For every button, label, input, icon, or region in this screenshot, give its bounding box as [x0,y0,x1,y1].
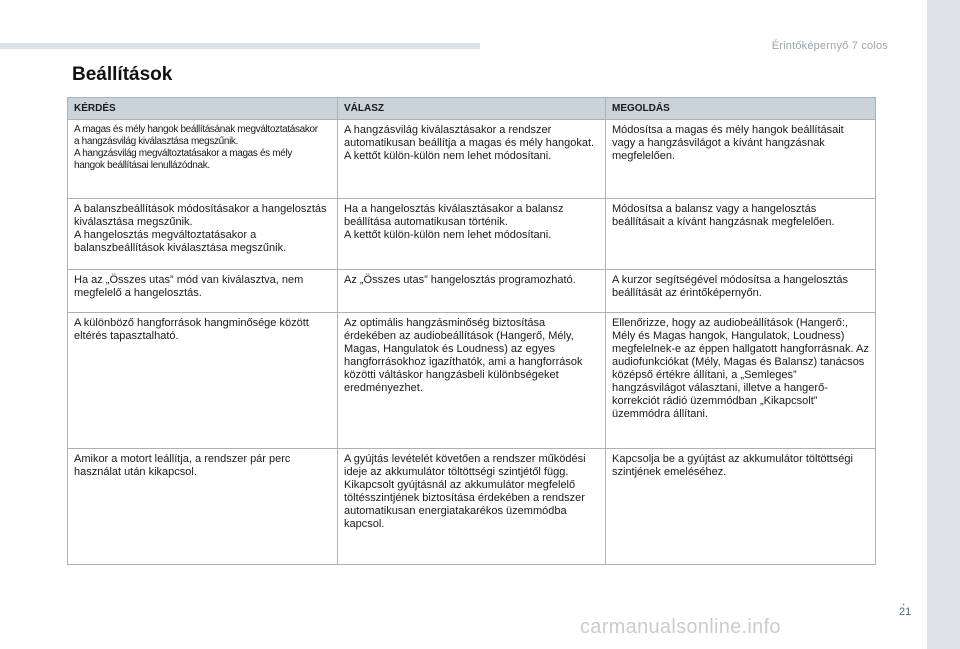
question-line: A magas és mély hangok beállításának megváltoztatásakor [74,124,318,135]
solution-cell: A kurzor segítségével módosítsa a hangelosztás beállítását az érintőképernyőn. [606,270,876,313]
answer-cell: Az optimális hangzásminőség biztosítása érdekében az audiobeállítások (Hangerő, Mély, Magas, Hangulatok és Loudness) az egyes hangforrásokhoz igazíthatók, ami a hangforrások közötti váltáskor hangzásbeli különbségeket eredményezhet. [338,313,606,449]
answer-cell: Ha a hangelosztás kiválasztásakor a balansz beállítása automatikusan történik. A kettőt külön-külön nem lehet módosítani. [338,199,606,270]
column-header-solution: MEGOLDÁS [606,98,876,120]
solution-cell: Kapcsolja be a gyújtást az akkumulátor töltöttségi szintjének emeléséhez. [606,449,876,565]
question-cell: A különböző hangforrások hangminősége között eltérés tapasztalható. [68,313,338,449]
continuation-mark: . [902,594,906,608]
answer-cell: A hangzásvilág kiválasztásakor a rendszer automatikusan beállítja a magas és mély hangokat. A kettőt külön-külön nem lehet módosítani. [338,120,606,199]
table-header-row [68,98,876,120]
page-title: Beállítások [72,64,173,85]
table-row [68,120,876,199]
troubleshooting-table [67,97,876,565]
table-row [68,449,876,565]
question-line: a hangzásvilág kiválasztása megszűnik. [74,136,239,147]
running-header: Érintőképernyő 7 colos [771,40,888,52]
solution-cell: Ellenőrizze, hogy az audiobeállítások (Hangerő:, Mély és Magas hangok, Hangulatok, Loudness) megfelelnek-e az éppen hallgatott hangforrásnak. Az audiofunkciókat (Mély, Magas és Balansz) tanácsos középső értékre állítani, a „Semleges” hangzásvilágot választani, illetve a hangerő-korrekciót rádió üzemmódban „Kikapcsolt” üzemmódra állítani. [606,313,876,449]
solution-cell: Módosítsa a magas és mély hangok beállításait vagy a hangzásvilágot a kívánt hangzásnak megfelelően. [606,120,876,199]
question-cell: Amikor a motort leállítja, a rendszer pár perc használat után kikapcsol. [68,449,338,565]
solution-cell: Módosítsa a balansz vagy a hangelosztás beállításait a kívánt hangzásnak megfelelően. [606,199,876,270]
question-line: A hangzásvilág megváltoztatásakor a magas és mély [74,148,292,159]
table-row [68,270,876,313]
column-header-question: KÉRDÉS [68,98,338,120]
answer-cell: Az „Összes utas” hangelosztás programozható. [338,270,606,313]
page-edge-strip [927,0,960,649]
column-header-answer: VÁLASZ [338,98,606,120]
header-rule [0,43,480,49]
table-row [68,313,876,449]
answer-cell: A gyújtás levételét követően a rendszer működési ideje az akkumulátor töltöttségi szintjétől függ. Kikapcsolt gyújtásnál az akkumulátor megfelelő töltésszintjének biztosítása érdekében a rendszer automatikusan energiatakarékos üzemmódba kapcsol. [338,449,606,565]
question-line: hangok beállításai lenullázódnak. [74,160,210,171]
question-cell: A balanszbeállítások módosításakor a hangelosztás kiválasztása megszűnik. A hangelosztás megváltoztatásakor a balanszbeállítások kiválasztása megszűnik. [68,199,338,270]
watermark: carmanualsonline.info [580,616,781,638]
question-cell: Ha az „Összes utas” mód van kiválasztva, nem megfelelő a hangelosztás. [68,270,338,313]
page-number: 21 [899,606,912,618]
question-cell [68,120,338,199]
table-row [68,199,876,270]
